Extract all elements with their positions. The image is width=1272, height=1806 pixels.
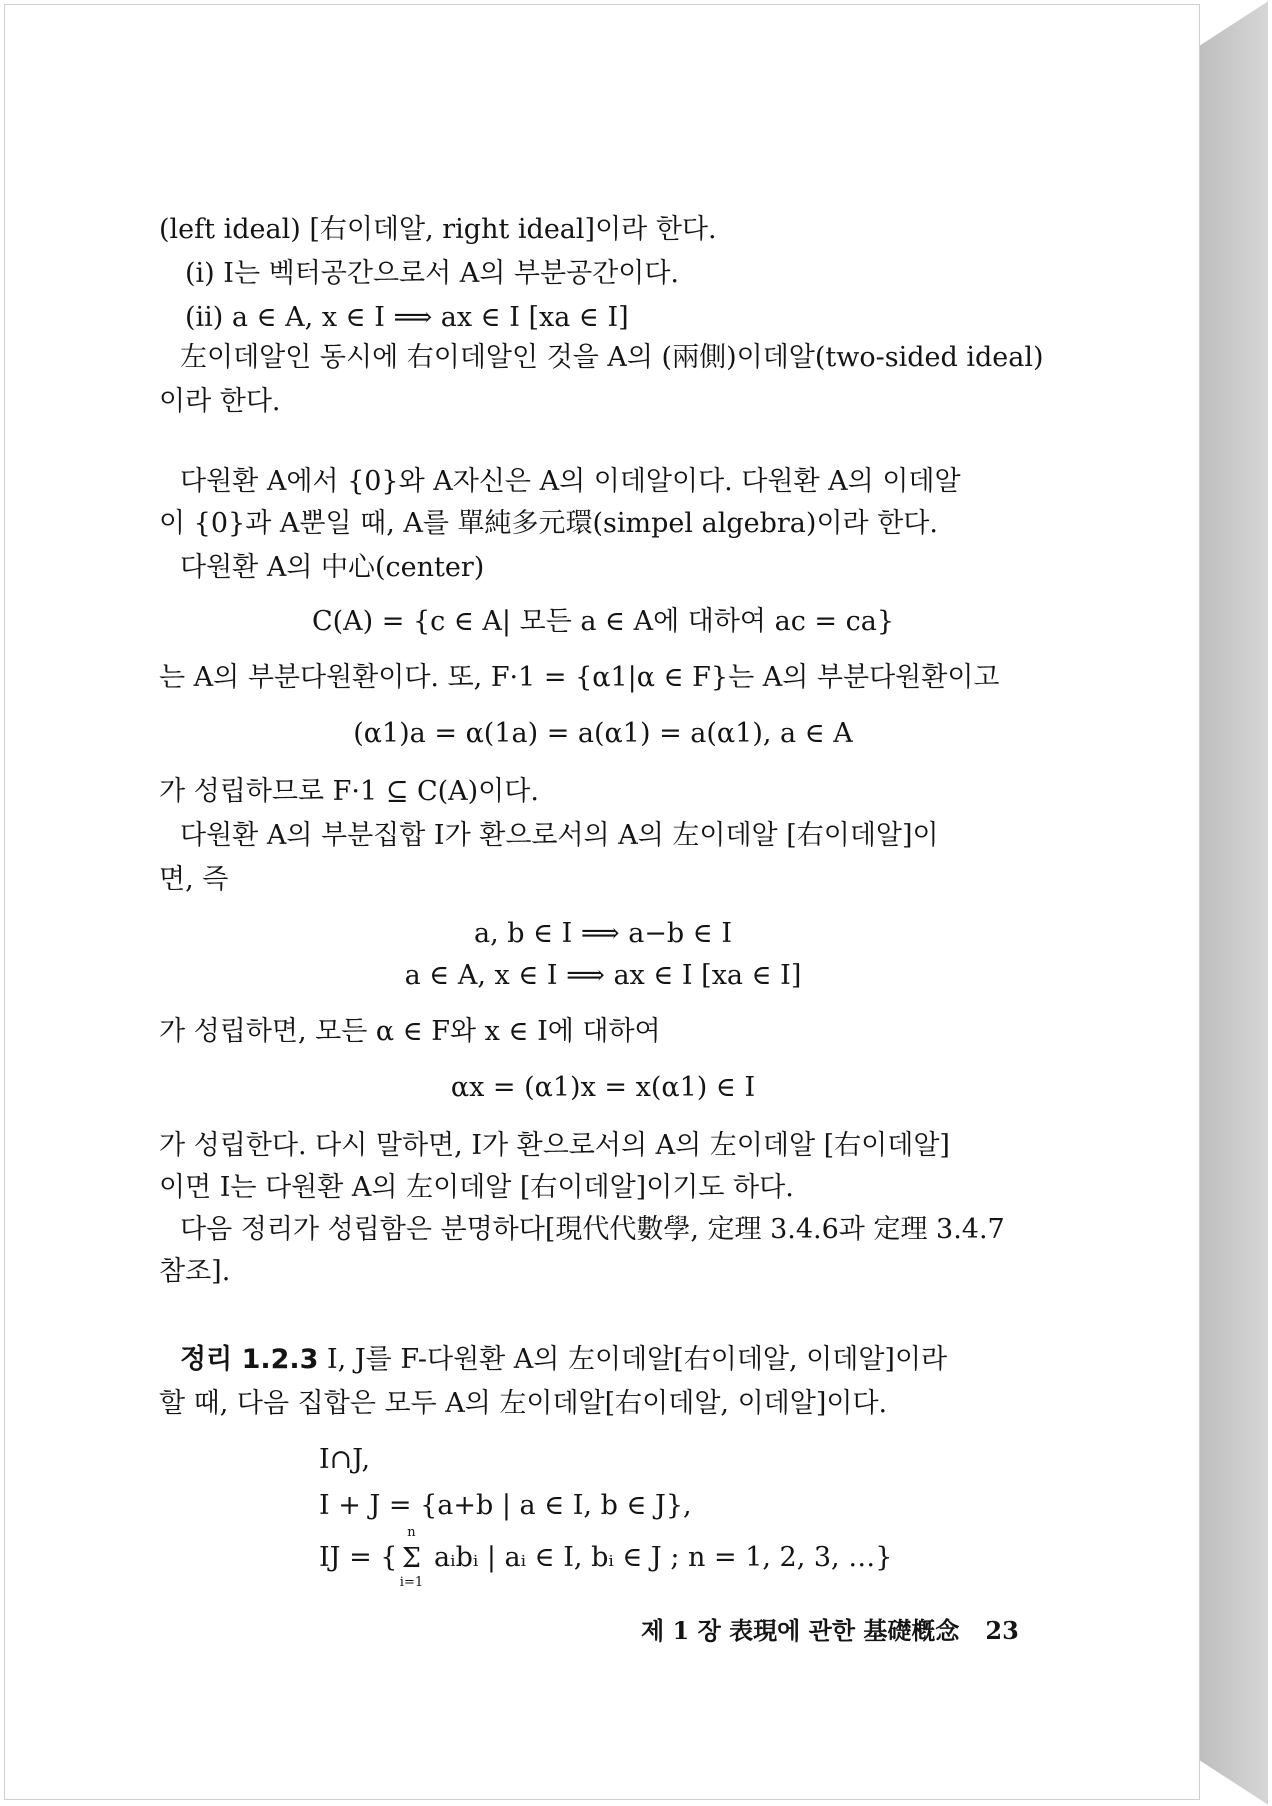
equation: αx = (α1)x = x(α1) ∈ I xyxy=(450,1072,756,1103)
equation: a, b ∈ I ⟹ a−b ∈ I xyxy=(473,918,733,949)
text-line: 가 성립하므로 F·1 ⊆ C(A)이다. xyxy=(159,776,539,807)
text-line: 이라 한다. xyxy=(159,386,281,417)
text-line: 이 {0}과 A뿐일 때, A를 單純多元環(simpel algebra)이라 한다. xyxy=(159,508,938,539)
book-page xyxy=(4,4,1200,1800)
text-line: 할 때, 다음 집합은 모두 A의 左이데알[右이데알, 이데알]이다. xyxy=(159,1388,888,1419)
text-line: (ii) a ∈ A, x ∈ I ⟹ ax ∈ I [xa ∈ I] xyxy=(185,302,629,333)
text-line: 다원환 A의 부분집합 I가 환으로서의 A의 左이데알 [右이데알]이 xyxy=(180,820,939,851)
equation: I + J = {a+b | a ∈ I, b ∈ J}, xyxy=(319,1490,692,1521)
sum-symbol xyxy=(397,1524,425,1590)
equation-part: IJ = { xyxy=(319,1542,398,1573)
theorem-statement xyxy=(180,1343,947,1377)
page-number: 23 xyxy=(985,1616,1019,1645)
sum-sign: Σ xyxy=(401,1542,422,1574)
text-line: 다음 정리가 성립함은 분명하다[現代代數學, 定理 3.4.6과 定理 3.4.7 xyxy=(180,1214,1005,1245)
equation-part: aᵢbᵢ | aᵢ ∈ I, bᵢ ∈ J ; n = 1, 2, 3, …} xyxy=(425,1542,893,1573)
text-line: 이면 I는 다원환 A의 左이데알 [右이데알]이기도 하다. xyxy=(159,1172,794,1203)
text-line: 가 성립한다. 다시 말하면, I가 환으로서의 A의 左이데알 [右이데알] xyxy=(159,1130,950,1161)
sum-lower-limit: i=1 xyxy=(399,1574,424,1590)
text-line: 는 A의 부분다원환이다. 또, F·1 = {α1|α ∈ F}는 A의 부분다원환이고 xyxy=(159,662,1000,693)
text-line: 면, 즉 xyxy=(159,864,229,895)
equation: (α1)a = α(1a) = a(α1) = a(α1), a ∈ A xyxy=(353,718,853,749)
equation: C(A) = {c ∈ A| 모든 a ∈ A에 대하여 ac = ca} xyxy=(311,606,895,637)
text-line: 가 성립하면, 모든 α ∈ F와 x ∈ I에 대하여 xyxy=(159,1016,661,1047)
page-footer xyxy=(641,1611,1019,1646)
equation: I∩J, xyxy=(319,1444,371,1475)
theorem-label: 정리 1.2.3 xyxy=(180,1344,319,1375)
text-line: 左이데알인 동시에 右이데알인 것을 A의 (兩側)이데알(two-sided ideal) xyxy=(180,342,1044,373)
text-line: (left ideal) [右이데알, right ideal]이라 한다. xyxy=(159,214,717,245)
text-line: (i) I는 벡터공간으로서 A의 부분공간이다. xyxy=(185,258,680,289)
equation: a ∈ A, x ∈ I ⟹ ax ∈ I [xa ∈ I] xyxy=(404,960,802,991)
text-line: 다원환 A에서 {0}와 A자신은 A의 이데알이다. 다원환 A의 이데알 xyxy=(180,466,961,497)
page-stack-edge xyxy=(1196,0,1268,1806)
chapter-title: 제 1 장 表現에 관한 基礎槪念 xyxy=(641,1616,960,1645)
sum-upper-limit: n xyxy=(407,1524,416,1540)
equation xyxy=(319,1524,893,1590)
text-line: 다원환 A의 中心(center) xyxy=(180,552,485,583)
text-line: 참조]. xyxy=(159,1256,231,1287)
theorem-text: I, J를 F-다원환 A의 左이데알[右이데알, 이데알]이라 xyxy=(318,1344,948,1375)
